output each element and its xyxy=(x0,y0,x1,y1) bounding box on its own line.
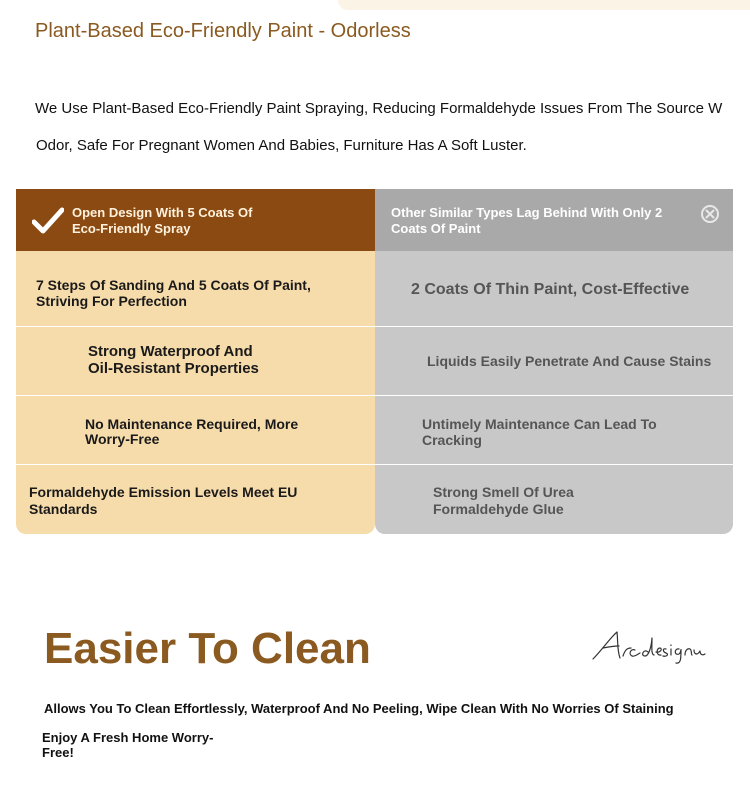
arc-design-signature-logo xyxy=(590,626,712,666)
comparison-cell-text: Strong Waterproof And Oil-Resistant Properties xyxy=(88,343,259,377)
comparison-cell-text: Strong Smell Of Urea Formaldehyde Glue xyxy=(433,484,574,517)
comparison-row-others xyxy=(375,251,733,326)
comparison-row-others xyxy=(375,326,733,395)
comparison-header-others-text: Other Similar Types Lag Behind With Only 2 Coats Of Paint xyxy=(391,205,663,236)
comparison-row-others xyxy=(375,395,733,464)
cross-icon xyxy=(701,205,719,223)
comparison-cell-text: 7 Steps Of Sanding And 5 Coats Of Paint, Striving For Perfection xyxy=(36,277,311,309)
description-line-2: Odor, Safe For Pregnant Women And Babies, Furniture Has A Soft Luster. xyxy=(36,137,527,154)
section-tagline: Enjoy A Fresh Home Worry-Free! xyxy=(42,730,214,760)
comparison-column-others xyxy=(375,189,733,534)
section-title-easier-to-clean: Easier To Clean xyxy=(44,624,371,673)
comparison-row-ours xyxy=(16,395,375,464)
comparison-row-ours xyxy=(16,326,375,395)
comparison-row-others xyxy=(375,464,733,534)
section-description-odorless xyxy=(35,90,750,164)
comparison-header-ours xyxy=(16,189,375,251)
section-title-odorless: Plant-Based Eco-Friendly Paint - Odorless xyxy=(35,20,411,42)
top-decorative-strip xyxy=(338,0,750,10)
comparison-cell-text: 2 Coats Of Thin Paint, Cost-Effective xyxy=(411,281,690,298)
comparison-column-ours xyxy=(16,189,375,534)
comparison-cell-text: Liquids Easily Penetrate And Cause Stains xyxy=(427,353,712,369)
comparison-header-others xyxy=(375,189,733,251)
description-line-1: We Use Plant-Based Eco-Friendly Paint Spraying, Reducing Formaldehyde Issues From The Source W xyxy=(35,100,723,117)
comparison-cell-text: No Maintenance Required, More Worry-Free xyxy=(85,416,299,447)
comparison-table xyxy=(16,189,733,534)
checkmark-icon xyxy=(32,207,64,235)
comparison-cell-text: Formaldehyde Emission Levels Meet EU Standards xyxy=(29,484,298,517)
comparison-header-ours-text: Open Design With 5 Coats Of Eco-Friendly Spray xyxy=(72,205,253,236)
comparison-row-ours xyxy=(16,251,375,326)
comparison-cell-text: Untimely Maintenance Can Lead To Cracking xyxy=(422,416,657,448)
comparison-row-ours xyxy=(16,464,375,534)
section-description-easier-to-clean: Allows You To Clean Effortlessly, Waterproof And No Peeling, Wipe Clean With No Worries Of Staining xyxy=(44,701,674,716)
